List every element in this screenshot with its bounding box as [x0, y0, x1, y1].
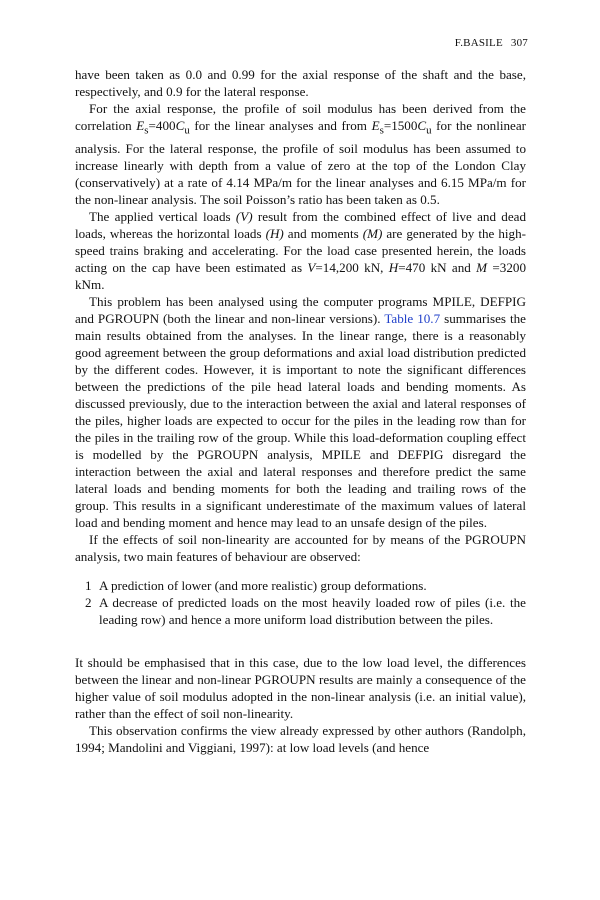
body-text — [75, 66, 526, 756]
running-head-author: F.BASILE — [454, 37, 503, 49]
paragraph-6: It should be emphasised that in this case, due to the low load level, the differences between the linear and non-linear PGROUPN results are mainly a consequence of the higher value of soil modulus adopted in the non-linear analysis (i.e. an initial value), rather than the effect of soil non-linearity. — [75, 654, 526, 721]
paragraph-1: have been taken as 0.0 and 0.99 for the axial response of the shaft and the base, respectively, and 0.9 for the lateral response. — [75, 67, 526, 99]
list-item: 2 A decrease of predicted loads on the most heavily loaded row of piles (i.e. the leading row) and hence a more uniform load distribution between the piles. — [85, 594, 526, 627]
table-10-7-link[interactable]: Table 10.7 — [384, 310, 441, 326]
paragraph-7: This observation confirms the view already expressed by other authors (Randolph, 1994; Mandolini and Viggiani, 1997): at low load levels (and hence — [75, 722, 526, 755]
page-number: 307 — [510, 37, 528, 49]
findings-list — [75, 577, 526, 628]
paragraph-4: This problem has been analysed using the computer programs MPILE, DEFPIG and PGROUPN (both the linear and non-linear versions). Table 10.7 summarises the main results obtained from the analyses. In the linear range, there is a reasonably good agreement between the group deformations and axial load distribution predicted by the different codes. However, it is important to note the significant differences between the predictions of the pile head lateral loads and bending moments. As discussed previously, due to the interaction between the axial and lateral responses of the piles, higher loads are expected to occur for the piles in the leading row than for the piles in the trailing row of the group. While this load-deformation coupling effect is modelled by the PGROUPN analysis, MPILE and DEFPIG disregard the interaction between the axial and lateral responses and therefore predict the same lateral loads and bending moments for both the leading and trailing rows of the group. This results in a significant underestimate of the maximum values of lateral load and bending moment and hence may lead to an unsafe design of the piles. — [75, 293, 526, 530]
paragraph-2: For the axial response, the profile of soil modulus has been derived from the correlation $E_s=400C_u$ for the linear analyses and from $E_s=1500C_u$ for the nonlinear analysis. For the lateral response, the profile of soil modulus has been assumed to increase linearly with depth from a value of zero at the top of the London Clay (conservatively) at a rate of 4.14 MPa/m for the linear analyses and 6.15 MPa/m for the non-linear analysis. The soil Poisson’s ratio has been taken as 0.5. — [75, 101, 527, 207]
paragraph-3: The applied vertical loads (V) result from the combined effect of live and dead loads, whereas the horizontal loads (H) and moments (M) are generated by the high-speed trains braking and accelerating. For the load case presented herein, the loads acting on the cap have been estimated as V=14,200 kN, H=470 kN and M =3200 kNm. — [75, 208, 527, 292]
list-item: 1 A prediction of lower (and more realistic) group deformations. — [85, 577, 427, 593]
paragraph-5: If the effects of soil non-linearity are accounted for by means of the PGROUPN analysis, two main features of behaviour are observed: — [75, 531, 526, 564]
running-head — [455, 37, 528, 49]
